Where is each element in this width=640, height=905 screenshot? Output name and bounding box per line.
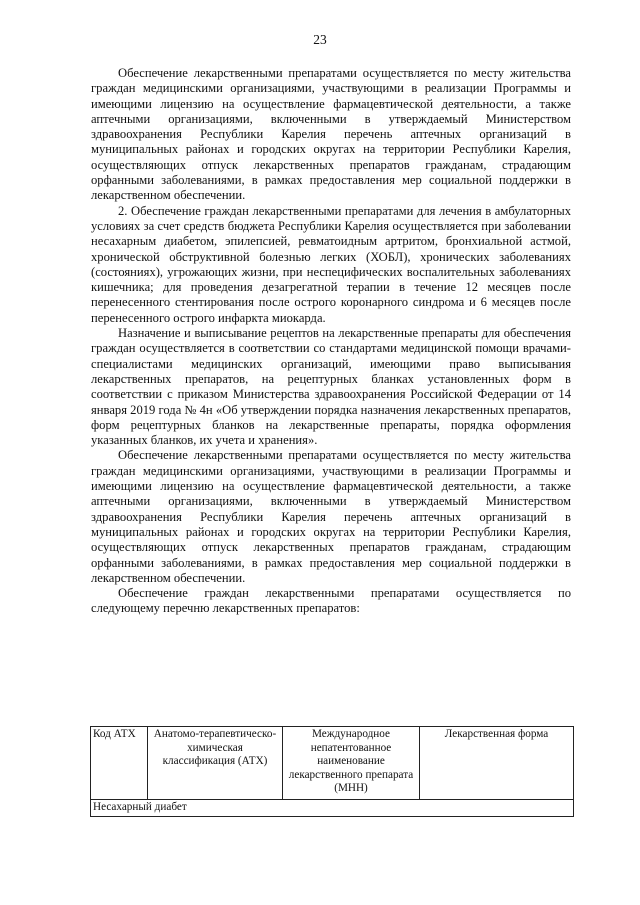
section-title: Несахарный диабет <box>91 800 574 817</box>
header-atc-code: Код АТХ <box>91 727 148 800</box>
table-section-row <box>91 800 574 817</box>
paragraph: Обеспечение граждан лекарственными препаратами осуществляется по следующему перечню лекарственных препаратов: <box>91 586 571 616</box>
paragraph: Обеспечение лекарственными препаратами осуществляется по месту жительства граждан медицинскими организациями, участвующими в реализации Программы и имеющими лицензию на осуществление фармацевтической деятельности, а также аптечными организациями, включенными в утверждаемый Министерством здравоохранения Республики Карелия перечень аптечных организаций в муниципальных районах и городских округах на территории Республики Карелия, осуществляющих отпуск лекарственных препаратов гражданам, страдающим орфанными заболеваниями, в рамках предоставления мер социальной поддержки в лекарственном обеспечении. <box>91 66 571 203</box>
header-dosage-form: Лекарственная форма <box>420 727 574 800</box>
drug-list-table <box>90 726 574 817</box>
header-inn: Международное непатентованное наименование лекарственного препарата (МНН) <box>283 727 420 800</box>
header-atc-classification: Анатомо-терапевтическо-химическая классификация (АТХ) <box>148 727 283 800</box>
paragraph: 2. Обеспечение граждан лекарственными препаратами для лечения в амбулаторных условиях за счет средств бюджета Республики Карелия осуществляется при заболевании несахарным диабетом, эпилепсией, ревматоидным артритом, бронхиальной астмой, хронической обструктивной болезнью легких (ХОБЛ), хронических заболеваниях (состояниях), угрожающих жизни, при неспецифических воспалительных заболеваниях кишечника; для проведения дезагрегатной терапии в течение 12 месяцев после перенесенного стентирования после острого коронарного синдрома и 6 месяцев после перенесенного острого инфаркта миокарда. <box>91 203 571 325</box>
table-header-row <box>91 727 574 800</box>
paragraph: Назначение и выписывание рецептов на лекарственные препараты для обеспечения граждан осуществляется в соответствии со стандартами медицинской помощи врачами-специалистами медицинских организаций, имеющими право выписывания лекарственных препаратов, на рецептурных бланках установленных форм в соответствии с приказом Министерства здравоохранения Российской Федерации от 14 января 2019 года № 4н «Об утверждении порядка назначения лекарственных препаратов, форм рецептурных бланков на лекарственные препараты, порядка оформления указанных бланков, их учета и хранения». <box>91 326 571 448</box>
page-number: 23 <box>313 32 327 47</box>
document-body <box>91 66 571 617</box>
paragraph: Обеспечение лекарственными препаратами осуществляется по месту жительства граждан медицинскими организациями, участвующими в реализации Программы и имеющими лицензию на осуществление фармацевтической деятельности, а также аптечными организациями, включенными в утверждаемый Министерством здравоохранения Республики Карелия перечень аптечных организаций в муниципальных районах и городских округах на территории Республики Карелия, осуществляющих отпуск лекарственных препаратов гражданам, страдающим орфанными заболеваниями, в рамках предоставления мер социальной поддержки в лекарственном обеспечении. <box>91 448 571 585</box>
